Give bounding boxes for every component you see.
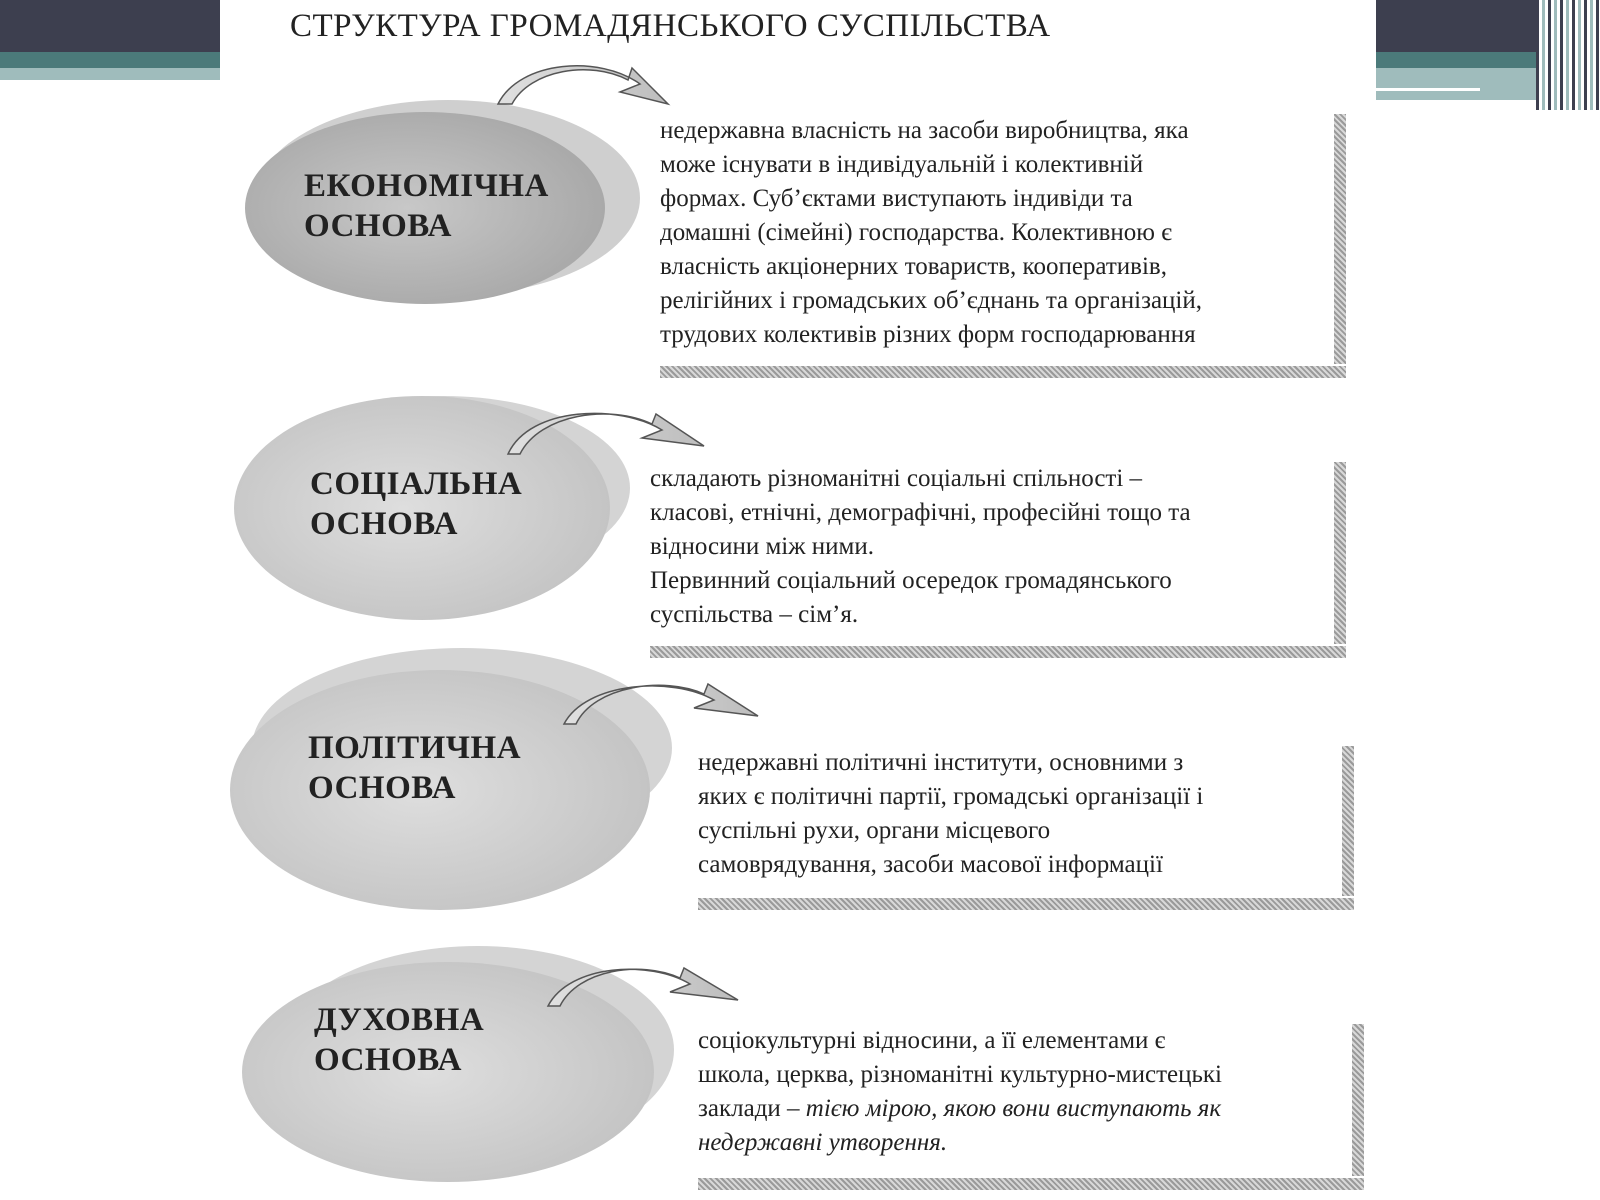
desc-line: суспільні рухи, органи місцевого [698,817,1051,844]
label-line: ОСНОВА [304,208,453,244]
label-line: ОСНОВА [308,770,457,806]
label-political [308,728,521,808]
box-shadow [698,898,1354,910]
desc-line: недержавні політичні інститути, основними з [698,749,1184,776]
desc-line: класові, етнічні, демографічні, професійні тощо та [650,499,1191,526]
box-shadow [660,366,1346,378]
desc-line: відносини між ними. [650,533,874,560]
label-social [310,464,522,544]
desc-line: власність акціонерних товариств, кооперативів, [660,253,1167,280]
box-shadow [650,646,1346,658]
desc-line: домашні (сімейні) господарства. Колективною є [660,219,1172,246]
desc-line: самоврядування, засоби масової інформації [698,851,1163,878]
desc-line: суспільства – сім’я. [650,601,859,628]
desc-box-economic [660,114,1330,364]
desc-line [698,1092,1348,1126]
desc-line: яких є політичні партії, громадські організації і [698,783,1204,810]
label-spiritual [314,1000,484,1080]
desc-box-social [650,462,1330,644]
arrow-economic [498,66,668,104]
box-shadow [698,1178,1364,1190]
desc-line [698,1126,1348,1160]
desc-line: формах. Суб’єктами виступають індивіди та [660,185,1133,212]
label-line: ДУХОВНА [314,1002,485,1038]
label-line: ЕКОНОМІЧНА [304,168,549,204]
box-shadow [1342,746,1354,896]
desc-line: Первинний соціальний осередок громадянського [650,567,1172,594]
desc-line-plain: заклади – [698,1095,806,1122]
box-shadow [1334,114,1346,364]
box-shadow [1334,462,1346,644]
desc-box-political [698,746,1338,896]
label-line: СОЦІАЛЬНА [310,466,523,502]
desc-line: може існувати в індивідуальній і колективній [660,151,1144,178]
label-line: ПОЛІТИЧНА [308,730,522,766]
desc-box-spiritual [698,1024,1348,1176]
desc-line-italic: тією мірою, якою вони виступають як [805,1095,1222,1122]
desc-line: трудових колективів різних форм господарювання [660,321,1196,348]
desc-line-italic: недержавні утворення. [698,1129,948,1156]
label-line: ОСНОВА [314,1042,463,1078]
desc-line: школа, церква, різноманітні культурно-мистецькі [698,1061,1222,1088]
box-shadow [1352,1024,1364,1176]
desc-line: складають різноманітні соціальні спільності – [650,465,1143,492]
desc-line: недержавна власність на засоби виробництва, яка [660,117,1189,144]
desc-line: соціокультурні відносини, а її елементами є [698,1027,1166,1054]
label-economic [304,166,549,246]
desc-line: релігійних і громадських об’єднань та організацій, [660,287,1202,314]
diagram-title: СТРУКТУРА ГРОМАДЯНСЬКОГО СУСПІЛЬСТВА [290,8,1051,44]
label-line: ОСНОВА [310,506,459,542]
